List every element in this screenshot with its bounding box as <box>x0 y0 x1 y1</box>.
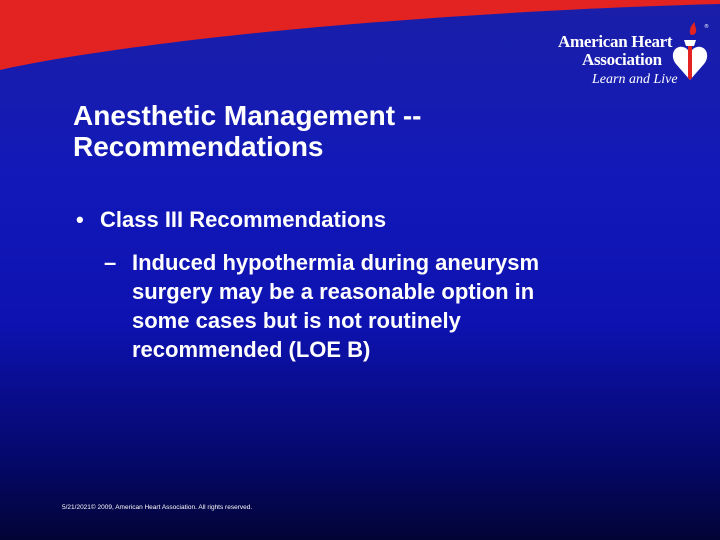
bullet-marker: • <box>76 207 84 232</box>
sub-bullet-marker: – <box>104 250 117 275</box>
sub-bullet-line: Induced hypothermia during aneurysm <box>132 250 540 275</box>
sub-bullet-line: recommended (LOE B) <box>132 337 371 362</box>
bullet-text: Class III Recommendations <box>100 207 387 232</box>
aha-logo <box>552 24 712 98</box>
sub-bullet-item <box>104 248 684 364</box>
registered-mark: ® <box>704 24 709 30</box>
logo-line-american-heart: American Heart <box>558 32 673 51</box>
heart-torch-icon <box>670 20 710 90</box>
bullet-item <box>76 207 386 233</box>
copyright-footer: 5/21/2021© 2009, American Heart Association. All rights reserved. <box>62 504 253 511</box>
sub-bullet-line: some cases but is not routinely <box>132 308 461 333</box>
sub-bullet-line: surgery may be a reasonable option in <box>132 279 535 304</box>
slide-title-line-2: Recommendations <box>73 131 324 162</box>
logo-tagline: Learn and Live <box>592 72 678 87</box>
logo-line-association: Association <box>582 50 662 69</box>
slide-title-line-1: Anesthetic Management -- <box>73 100 422 131</box>
sub-bullet-text <box>132 248 684 364</box>
slide-title <box>73 100 673 162</box>
